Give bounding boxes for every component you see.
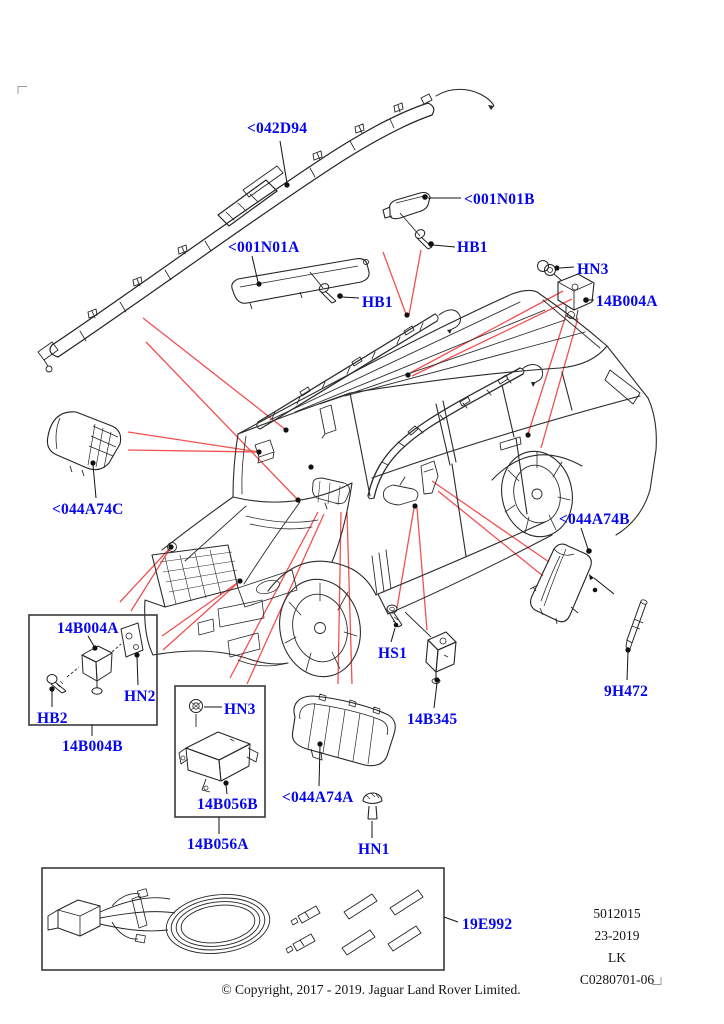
catalog-date: 23-2019 [594, 928, 640, 943]
part-label-001N01B[interactable]: <001N01B [464, 191, 535, 208]
sensor-14B345 [426, 632, 456, 684]
part-label-044A74C[interactable]: <044A74C [52, 501, 124, 518]
vehicle-illustration [145, 290, 657, 684]
part-label-14B004A-box[interactable]: 14B004A [57, 620, 119, 637]
part-label-HN3-box[interactable]: HN3 [224, 701, 256, 718]
part-label-14B004B[interactable]: 14B004B [62, 738, 123, 755]
sensor-14B004A-top [558, 274, 594, 320]
part-label-14B056A[interactable]: 14B056A [187, 836, 249, 853]
part-label-044A74A[interactable]: <044A74A [282, 789, 354, 806]
part-label-HB1-left[interactable]: HB1 [362, 294, 393, 311]
catalog-reference-block [552, 903, 682, 991]
part-label-19E992[interactable]: 19E992 [462, 916, 513, 933]
part-label-9H472[interactable]: 9H472 [604, 683, 649, 700]
part-label-HS1[interactable]: HS1 [378, 645, 408, 662]
airbag-044A74C [47, 412, 120, 476]
part-label-14B004A-top[interactable]: 14B004A [596, 293, 658, 310]
fixing-point-dots [168, 312, 530, 583]
part-label-HN1[interactable]: HN1 [358, 841, 390, 858]
airbag-044A74A [292, 694, 395, 766]
part-label-HN2[interactable]: HN2 [124, 688, 156, 705]
wiring-kit-box [42, 868, 444, 970]
nut-HN3-top [538, 261, 563, 282]
tube-9H472 [626, 599, 648, 649]
drawing-number: C0280701-06 [579, 972, 655, 987]
part-label-14B345[interactable]: 14B345 [407, 711, 458, 728]
part-label-14B056B[interactable]: 14B056B [197, 796, 258, 813]
part-001N01B [383, 193, 430, 237]
part-label-001N01A[interactable]: <001N01A [228, 239, 300, 256]
part-label-042D94[interactable]: <042D94 [247, 120, 308, 137]
catalog-code: LK [608, 950, 626, 965]
red-leader-lines [120, 250, 578, 684]
airbag-044A74B [530, 544, 591, 624]
clip-HN1 [363, 793, 382, 819]
catalog-number: 5012015 [593, 906, 641, 921]
part-label-HB1-right[interactable]: HB1 [457, 239, 488, 256]
part-label-HB2[interactable]: HB2 [37, 710, 68, 727]
bracket-001N01A [232, 259, 369, 309]
corner-marks [18, 87, 661, 985]
part-label-HN3-top[interactable]: HN3 [577, 261, 609, 278]
copyright-notice: © Copyright, 2017 - 2019. Jaguar Land Rover Limited. [221, 982, 521, 997]
part-label-044A74B[interactable]: <044A74B [559, 511, 630, 528]
